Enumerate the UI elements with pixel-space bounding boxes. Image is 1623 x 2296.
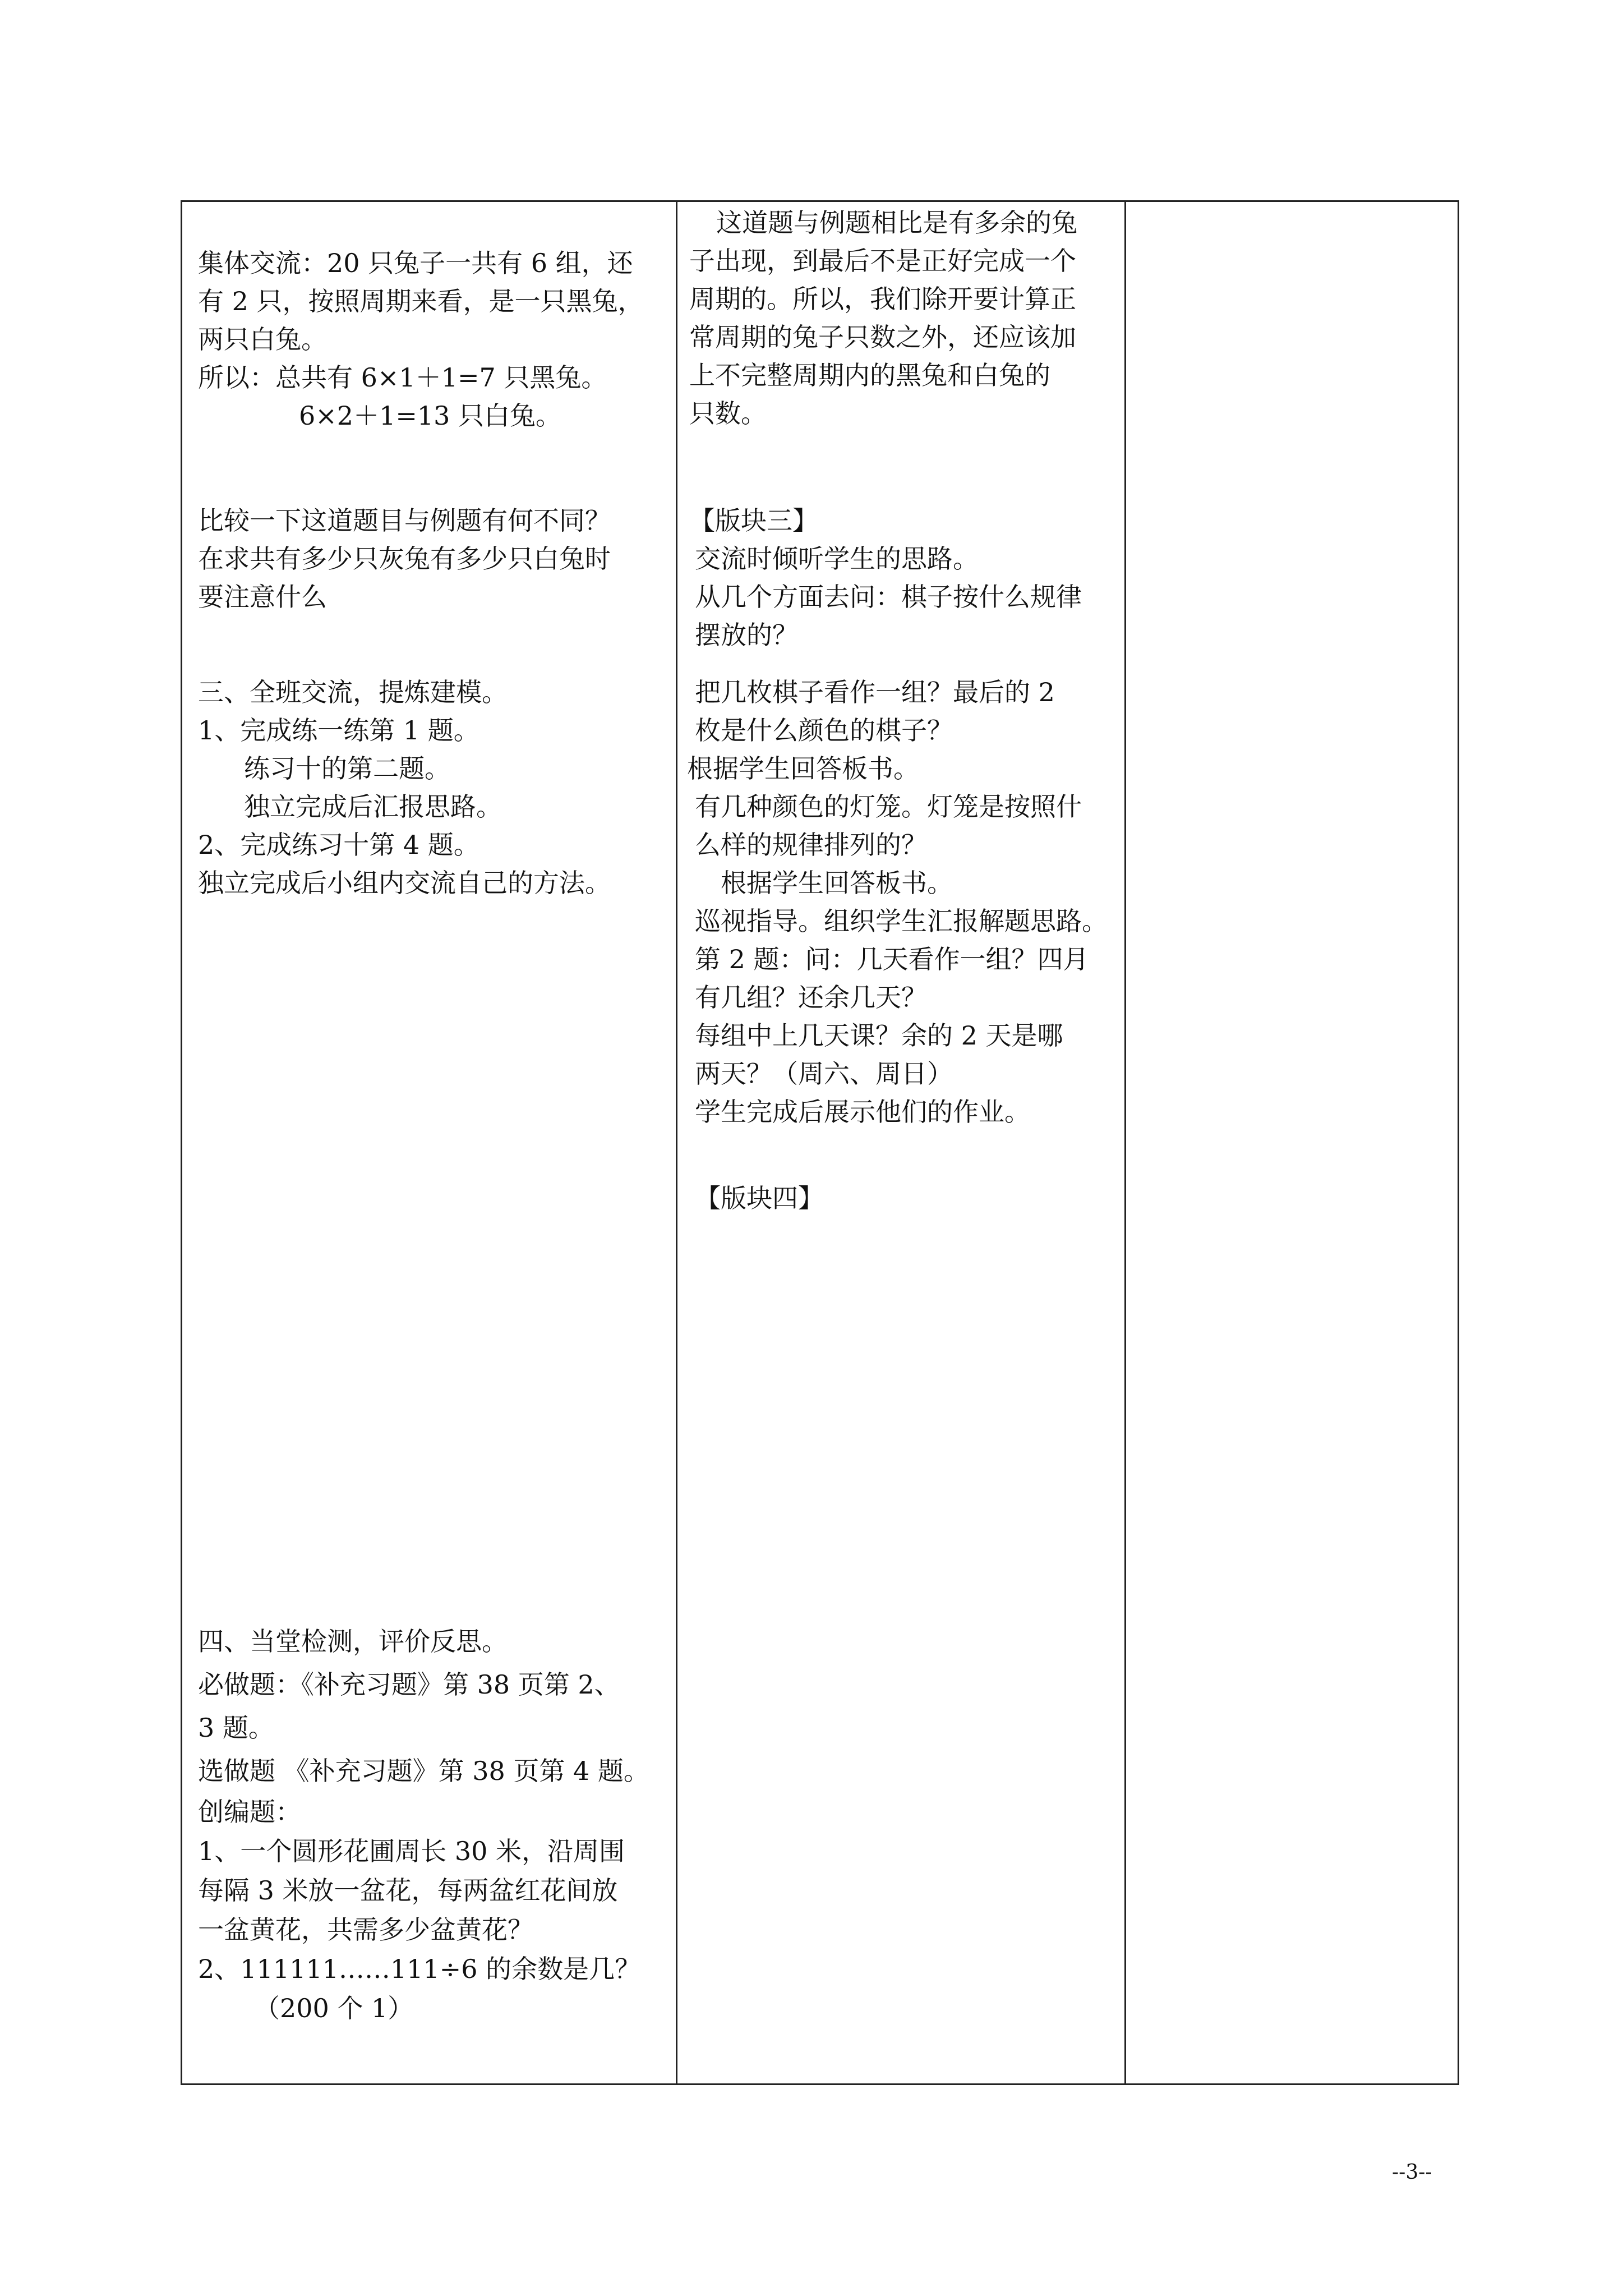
text-line: 独立完成后小组内交流自己的方法。 bbox=[198, 868, 611, 898]
text-line: 这道题与例题相比是有多余的兔 bbox=[716, 208, 1077, 238]
student-activity-column bbox=[182, 202, 676, 2083]
section-heading: 【版块四】 bbox=[695, 1183, 824, 1213]
text-line: 2、完成练习十第 4 题。 bbox=[198, 830, 479, 860]
text-line: 第 2 题：问：几天看作一组？四月 bbox=[695, 944, 1089, 974]
section-heading: 四、当堂检测，评价反思。 bbox=[198, 1626, 508, 1657]
text-line: 独立完成后汇报思路。 bbox=[244, 792, 502, 822]
text-line: 两只白兔。 bbox=[198, 324, 327, 355]
text-line: 练习十的第二题。 bbox=[244, 753, 450, 784]
text-line: （200 个 1） bbox=[254, 1993, 414, 2023]
text-line: 每组中上几天课？余的 2 天是哪 bbox=[695, 1020, 1063, 1051]
lesson-table bbox=[181, 200, 1459, 2085]
text-line: 子出现，到最后不是正好完成一个 bbox=[689, 246, 1076, 276]
text-line: 枚是什么颜色的棋子？ bbox=[695, 715, 953, 746]
section-heading: 三、全班交流，提炼建模。 bbox=[198, 677, 508, 707]
text-line: 选做题 《补充习题》第 38 页第 4 题。 bbox=[198, 1756, 649, 1786]
text-line: 1、完成练一练第 1 题。 bbox=[198, 715, 479, 746]
text-line: 上不完整周期内的黑兔和白兔的 bbox=[689, 360, 1050, 390]
text-line: 交流时倾听学生的思路。 bbox=[695, 544, 979, 574]
text-line: 只数。 bbox=[689, 398, 767, 429]
notes-column bbox=[1124, 202, 1461, 2083]
text-line: 所以：总共有 6×1＋1=7 只黑兔。 bbox=[198, 362, 607, 393]
text-line: 常周期的兔子只数之外，还应该加 bbox=[689, 322, 1076, 352]
text-line: 有几组？还余几天？ bbox=[695, 982, 927, 1013]
text-line: 必做题：《补充习题》第 38 页第 2、 bbox=[198, 1669, 620, 1700]
text-line: 创编题： bbox=[198, 1797, 301, 1827]
text-line: 6×2＋1=13 只白兔。 bbox=[299, 401, 562, 431]
text-line: 在求共有多少只灰兔有多少只白兔时 bbox=[198, 544, 611, 574]
section-heading: 【版块三】 bbox=[689, 505, 818, 536]
text-line: 3 题。 bbox=[198, 1713, 274, 1743]
text-line: 根据学生回答板书。 bbox=[687, 753, 919, 784]
text-line: 两天？（周六、周日） bbox=[695, 1059, 953, 1089]
text-line: 把几枚棋子看作一组？最后的 2 bbox=[695, 677, 1055, 707]
text-line: 周期的。所以，我们除开要计算正 bbox=[689, 284, 1076, 314]
text-line: 比较一下这道题目与例题有何不同？ bbox=[198, 505, 611, 536]
page-number: --3-- bbox=[1392, 2161, 1432, 2184]
text-line: 从几个方面去问：棋子按什么规律 bbox=[695, 582, 1082, 612]
text-line: 1、一个圆形花圃周长 30 米，沿周围 bbox=[198, 1836, 625, 1866]
text-line: 学生完成后展示他们的作业。 bbox=[695, 1097, 1030, 1127]
text-line: 么样的规律排列的？ bbox=[695, 830, 927, 860]
text-line: 摆放的？ bbox=[695, 620, 798, 650]
text-line: 有几种颜色的灯笼。灯笼是按照什 bbox=[695, 792, 1082, 822]
text-line: 巡视指导。组织学生汇报解题思路。 bbox=[695, 906, 1108, 936]
text-line: 每隔 3 米放一盆花，每两盆红花间放 bbox=[198, 1875, 618, 1906]
text-line: 根据学生回答板书。 bbox=[721, 868, 953, 898]
text-line: 要注意什么 bbox=[198, 582, 327, 612]
text-line: 2、111111……111÷6 的余数是几？ bbox=[198, 1954, 641, 1984]
teacher-guidance-column bbox=[676, 202, 1124, 2083]
text-line: 集体交流：20 只兔子一共有 6 组，还 bbox=[198, 248, 633, 278]
text-line: 有 2 只，按照周期来看，是一只黑兔， bbox=[198, 286, 644, 316]
text-line: 一盆黄花，共需多少盆黄花？ bbox=[198, 1915, 533, 1945]
